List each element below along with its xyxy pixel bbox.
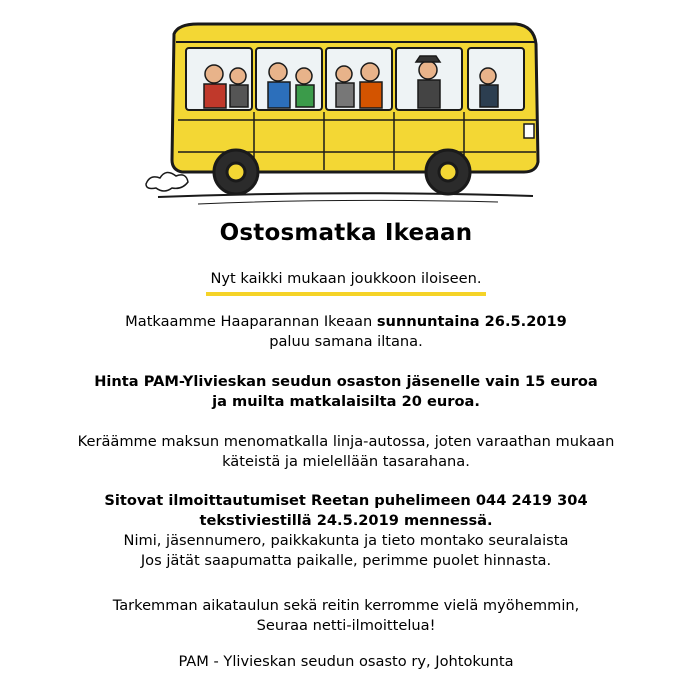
- registration-info: [0, 491, 692, 571]
- trip-line-1: [0, 312, 692, 332]
- schedule-line-2: Seuraa netti-ilmoittelua!: [256, 617, 436, 634]
- payment-line-2: käteistä ja mielellään tasarahana.: [222, 453, 470, 470]
- trip-text: Matkaamme Haaparannan Ikeaan: [125, 313, 377, 330]
- schedule-info: [0, 596, 692, 636]
- payment-line-1: Keräämme maksun menomatkalla linja-autossa, joten varaathan mukaan: [77, 433, 615, 450]
- price-info: [0, 372, 692, 412]
- registration-line-2: tekstiviestillä 24.5.2019 mennessä.: [199, 512, 493, 529]
- trip-info: [0, 312, 692, 352]
- trip-line-2: paluu samana iltana.: [269, 333, 423, 350]
- page-title: Ostosmatka Ikeaan: [219, 220, 473, 246]
- schedule-line-1: Tarkemman aikataulun sekä reitin kerromme vielä myöhemmin,: [112, 597, 580, 614]
- subtitle: Nyt kaikki mukaan joukkoon iloiseen.: [206, 269, 485, 296]
- registration-line-3: Nimi, jäsennumero, paikkakunta ja tieto montako seuralaista: [123, 532, 569, 549]
- trip-date: sunnuntaina 26.5.2019: [376, 313, 567, 330]
- registration-line-1: Sitovat ilmoittautumiset Reetan puhelimeen 044 2419 304: [104, 492, 588, 509]
- footer: PAM - Ylivieskan seudun osasto ry, Johtokunta: [178, 653, 514, 670]
- price-line-2: ja muilta matkalaisilta 20 euroa.: [212, 393, 480, 410]
- bus-icon: [138, 12, 548, 212]
- price-line-1: Hinta PAM-Ylivieskan seudun osaston jäsenelle vain 15 euroa: [94, 373, 598, 390]
- registration-line-4: Jos jätät saapumatta paikalle, perimme puolet hinnasta.: [140, 552, 552, 569]
- subtitle-wrap: [0, 268, 692, 296]
- payment-info: [0, 432, 692, 472]
